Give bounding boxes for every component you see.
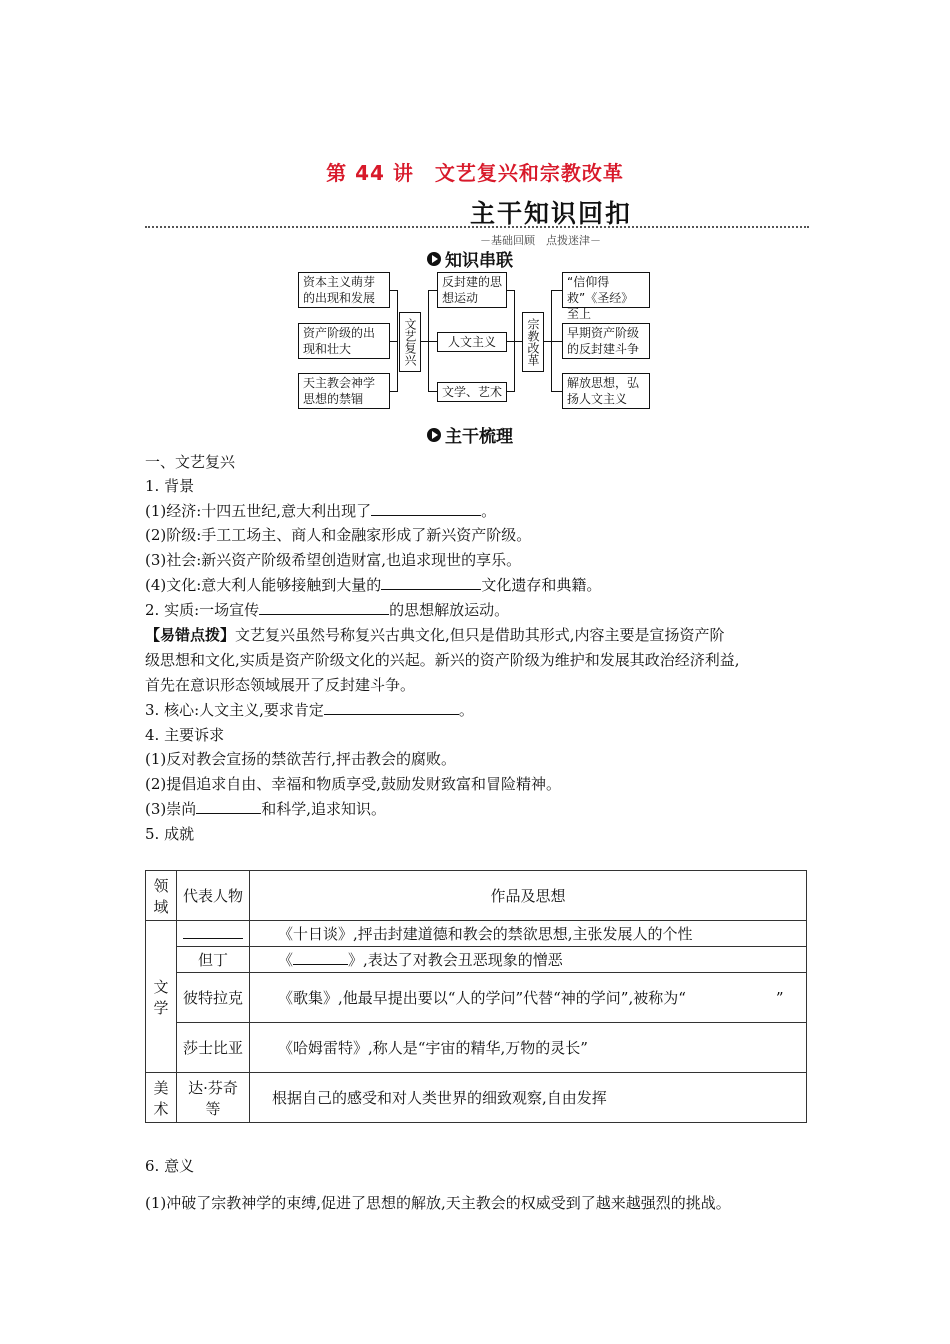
achievement-table [145,870,807,1123]
heading-renaissance: 一、文艺复兴 [145,453,236,471]
essence-line: 2. 实质:一场宣传 的思想解放运动。 [145,601,510,619]
background-economy: (1)经济:十四五世纪,意大利出现了 。 [145,502,497,520]
background-society: (3)社会:新兴资产阶级希望创造财富,也追求现世的享乐。 [145,551,522,569]
core-line: 3. 核心:人文主义,要求肯定 。 [145,701,474,719]
diagram-left-box-1: 资本主义萌芽的出现和发展 [298,272,390,308]
table-field-art: 美术 [146,1073,177,1123]
fill-blank[interactable] [371,501,481,516]
table-person-davinci: 达·芬奇等 [177,1073,250,1123]
play-bullet-icon [427,428,441,442]
tip-line-3: 首先在意识形态领域展开了反封建斗争。 [145,676,416,694]
tip-line-1: 【易错点拨】文艺复兴虽然号称复兴古典文化,但只是借助其形式,内容主要是宣扬资产阶 [145,626,725,644]
appeal-1: (1)反对教会宣扬的禁欲苦行,抨击教会的腐败。 [145,750,457,768]
fill-blank[interactable] [183,928,243,939]
section-chain-heading [427,246,513,271]
diagram-renaissance-box: 文艺复兴 [399,312,421,372]
table-header-works: 作品及思想 [250,871,807,921]
table-person-dante: 但丁 [177,947,250,973]
fill-blank[interactable] [196,799,261,814]
diagram-right-box-2: 早期资产阶级的反封建斗争 [562,323,650,359]
play-bullet-icon [427,252,441,266]
fill-blank[interactable] [381,575,481,590]
diagram-reformation-box: 宗教改革 [522,312,544,372]
meaning-title: 6. 意义 [145,1157,195,1175]
appeal-2: (2)提倡追求自由、幸福和物质享受,鼓励发财致富和冒险精神。 [145,775,562,793]
meaning-1: (1)冲破了宗教神学的束缚,促进了思想的解放,天主教会的权威受到了越来越强烈的挑战。 [145,1194,731,1212]
appeal-title: 4. 主要诉求 [145,726,225,744]
diagram-middle-box-3: 文学、艺术 [437,382,507,402]
section-chain-label: 知识串联 [445,251,513,271]
diagram-right-box-3: 解放思想，弘扬人文主义 [562,373,650,409]
section-outline-heading [427,422,513,447]
background-class: (2)阶级:手工工场主、商人和金融家形成了新兴资产阶级。 [145,526,532,544]
fill-blank[interactable] [324,700,459,715]
section-banner: 主干知识回扣 [470,199,633,228]
table-row-3-works: 《歌集》,他最早提出要以“人的学问”代替“神的学问”,被称为“ ” [250,973,807,1023]
table-row-4-works: 《哈姆雷特》,称人是“宇宙的精华,万物的灵长” [250,1023,807,1073]
dotted-divider [145,226,809,228]
background-title: 1. 背景 [145,477,195,495]
table-person-blank [177,921,250,947]
table-person-shakespeare: 莎士比亚 [177,1023,250,1073]
table-header-person: 代表人物 [177,871,250,921]
section-outline-label: 主干梳理 [445,427,513,447]
table-row-2-works: 《 》,表达了对教会丑恶现象的憎恶 [250,947,807,973]
lesson-title: 第 44 讲 文艺复兴和宗教改革 [326,161,624,185]
table-row-5-works: 根据自己的感受和对人类世界的细致观察,自由发挥 [250,1073,807,1123]
background-culture: (4)文化:意大利人能够接触到大量的 文化遗存和典籍。 [145,576,602,594]
achievement-title: 5. 成就 [145,825,195,843]
appeal-3: (3)崇尚 和科学,追求知识。 [145,800,387,818]
diagram-right-box-1: “信仰得救”《圣经》至上 [562,272,650,308]
banner-subtitle: －基础回顾 点拨迷津－ [480,234,601,247]
diagram-middle-box-2: 人文主义 [437,332,507,352]
diagram-middle-box-1: 反封建的思想运动 [437,272,507,308]
diagram-left-box-2: 资产阶级的出现和壮大 [298,323,390,359]
table-row-1-works: 《十日谈》,抨击封建道德和教会的禁欲思想,主张发展人的个性 [250,921,807,947]
fill-blank[interactable] [293,950,348,965]
fill-blank[interactable] [259,600,389,615]
table-header-field: 领域 [146,871,177,921]
table-field-literature: 文学 [146,921,177,1073]
diagram-left-box-3: 天主教会神学思想的禁锢 [298,373,390,409]
tip-line-2: 级思想和文化,实质是资产阶级文化的兴起。新兴的资产阶级为维护和发展其政治经济利益, [145,651,740,669]
table-person-petrarch: 彼特拉克 [177,973,250,1023]
